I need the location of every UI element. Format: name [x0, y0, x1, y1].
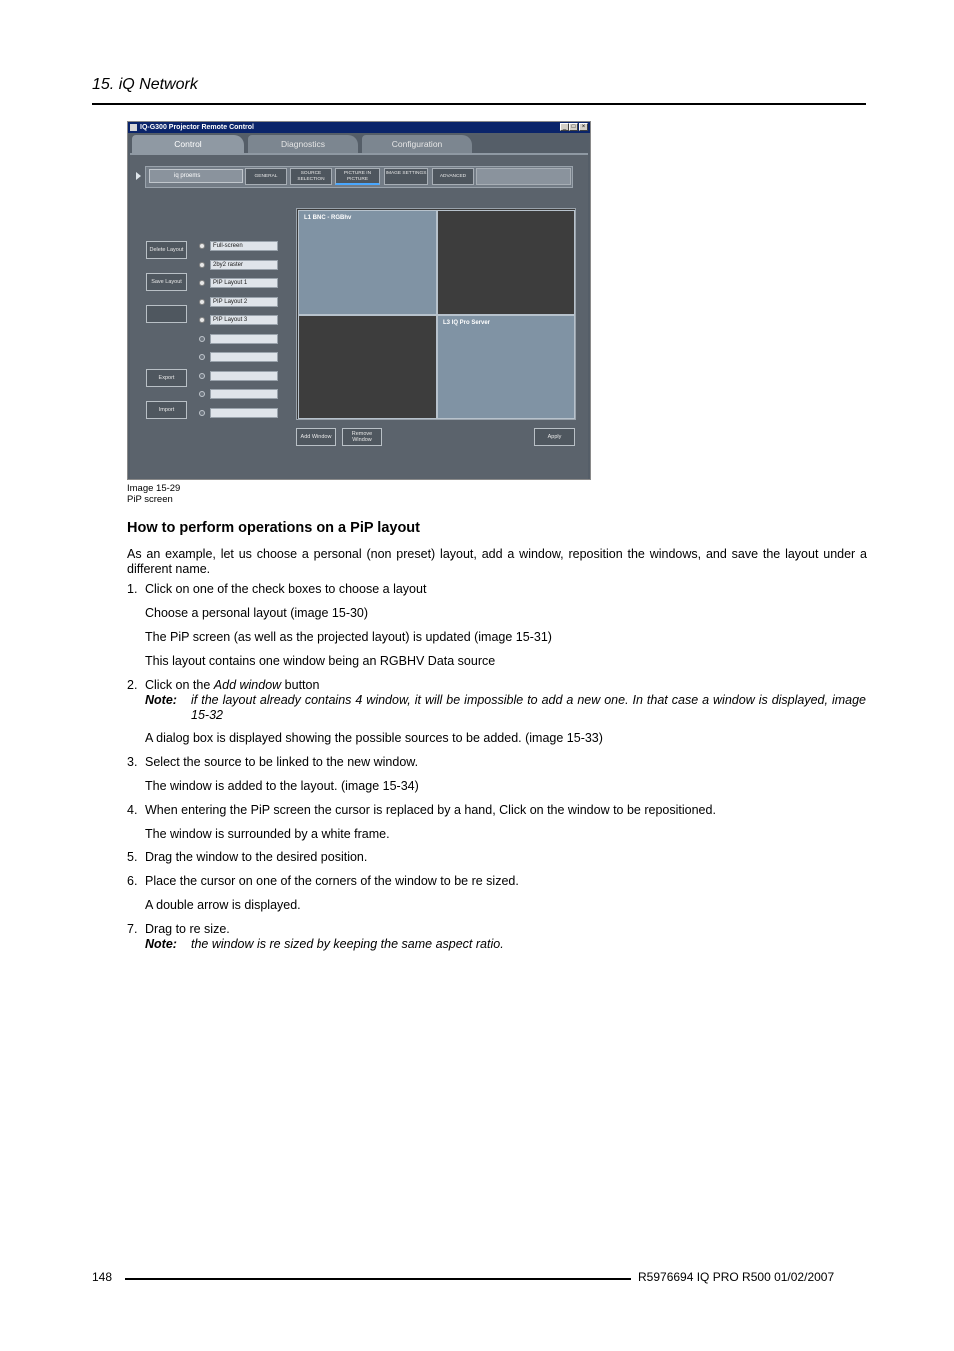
- image-title: PiP screen: [127, 494, 173, 505]
- step-number: 5.: [127, 850, 138, 864]
- nav-advanced-button[interactable]: ADVANCED: [432, 168, 474, 185]
- delete-layout-button[interactable]: Delete Layout: [146, 241, 187, 259]
- tab-configuration[interactable]: Configuration: [362, 135, 472, 154]
- layout-field[interactable]: [210, 334, 278, 344]
- step-text-post: button: [281, 678, 320, 692]
- step-number: 1.: [127, 582, 138, 596]
- layout-radio[interactable]: [199, 299, 205, 305]
- step-number: 2.: [127, 678, 138, 692]
- step-text-pre: Click on the: [145, 678, 214, 692]
- nav-filler: [476, 168, 571, 185]
- pip-empty-cell: [298, 315, 437, 419]
- nav-image-settings-button[interactable]: IMAGE SETTINGS: [384, 168, 428, 185]
- layout-field[interactable]: [210, 352, 278, 362]
- step-detail: Choose a personal layout (image 15-30): [145, 606, 369, 620]
- pip-window-2[interactable]: [437, 315, 575, 419]
- export-button[interactable]: Export: [146, 369, 187, 387]
- step-number: 4.: [127, 803, 138, 817]
- layout-radio[interactable]: [199, 280, 205, 286]
- step-detail: A dialog box is displayed showing the possible sources to be added. (image 15-33): [145, 731, 603, 745]
- step-detail: The PiP screen (as well as the projected layout) is updated (image 15-31): [145, 630, 552, 644]
- note-text: the window is re sized by keeping the same aspect ratio.: [191, 937, 504, 951]
- document-info: R5976694 IQ PRO R500 01/02/2007: [638, 1270, 835, 1284]
- window-titlebar: [128, 122, 590, 133]
- nav-general-button[interactable]: GENERAL: [245, 168, 287, 185]
- pip-empty-cell: [437, 210, 575, 315]
- maximize-button[interactable]: □: [569, 123, 578, 131]
- section-title: How to perform operations on a PiP layout: [127, 520, 420, 536]
- step-text: Place the cursor on one of the corners of the window to be re sized.: [145, 874, 519, 888]
- minimize-button[interactable]: _: [560, 123, 569, 131]
- layout-field[interactable]: PIP Layout 2: [210, 297, 278, 307]
- layout-radio[interactable]: [199, 391, 205, 397]
- blank-button[interactable]: [146, 305, 187, 323]
- layout-radio[interactable]: [199, 262, 205, 268]
- layout-radio[interactable]: [199, 373, 205, 379]
- step-text: Drag the window to the desired position.: [145, 850, 368, 864]
- layout-radio[interactable]: [199, 410, 205, 416]
- screenshot-window: [127, 121, 591, 480]
- layout-field[interactable]: [210, 371, 278, 381]
- layout-field[interactable]: Full-screen: [210, 241, 278, 251]
- intro-paragraph: As an example, let us choose a personal (non preset) layout, add a window, reposition the windows, and save the layout under a different name.: [127, 547, 867, 576]
- page-number: 148: [92, 1270, 113, 1284]
- close-button[interactable]: ×: [579, 123, 588, 131]
- step-detail: A double arrow is displayed.: [145, 898, 301, 912]
- pip-canvas[interactable]: [296, 208, 576, 420]
- step-number: 6.: [127, 874, 138, 888]
- layout-field[interactable]: [210, 389, 278, 399]
- step-text: Drag to re size.: [145, 922, 230, 936]
- step-text: Select the source to be linked to the new window.: [145, 755, 419, 769]
- pip-window-2-label: L3 IQ Pro Server: [443, 320, 491, 326]
- add-window-term: Add window: [213, 678, 282, 692]
- step-detail: The window is added to the layout. (image 15-34): [145, 779, 419, 793]
- app-icon: [130, 124, 137, 131]
- tab-control[interactable]: Control: [132, 135, 244, 154]
- note-text: if the layout already contains 4 window, it will be impossible to add a new one. In that case a window is displayed, image 15-32: [191, 693, 866, 722]
- layout-field[interactable]: 2by2 raster: [210, 260, 278, 270]
- layout-field[interactable]: [210, 408, 278, 418]
- layout-radio[interactable]: [199, 317, 205, 323]
- apply-button[interactable]: Apply: [534, 428, 575, 446]
- step-text: [145, 678, 319, 693]
- nav-arrow-icon[interactable]: [136, 172, 141, 180]
- step-number: 7.: [127, 922, 138, 936]
- layout-radio[interactable]: [199, 336, 205, 342]
- note-label: Note:: [145, 937, 177, 951]
- window-title: IQ-G300 Projector Remote Control: [140, 124, 254, 131]
- image-number: Image 15-29: [127, 483, 181, 494]
- step-text: When entering the PiP screen the cursor is replaced by a hand, Click on the window to be repositioned.: [145, 803, 716, 817]
- step-detail: This layout contains one window being an RGBHV Data source: [145, 654, 496, 668]
- step-text: Click on one of the check boxes to choose a layout: [145, 582, 427, 596]
- nav-source-selection-button[interactable]: SOURCE SELECTION: [290, 168, 332, 185]
- footer-rule: [125, 1278, 631, 1280]
- header-rule: [92, 103, 866, 105]
- layout-radio[interactable]: [199, 354, 205, 360]
- layout-field[interactable]: PIP Layout 3: [210, 315, 278, 325]
- layout-field[interactable]: PIP Layout 1: [210, 278, 278, 288]
- save-layout-button[interactable]: Save Layout: [146, 273, 187, 291]
- step-number: 3.: [127, 755, 138, 769]
- pip-window-1-label: L1 BNC - RGBhv: [304, 215, 352, 221]
- nav-pip-button[interactable]: PICTURE IN PICTURE: [335, 168, 380, 185]
- note-label: Note:: [145, 693, 177, 707]
- tab-diagnostics[interactable]: Diagnostics: [248, 135, 358, 154]
- layout-radio[interactable]: [199, 243, 205, 249]
- chapter-title: 15. iQ Network: [92, 76, 198, 93]
- add-window-button[interactable]: Add Window: [296, 428, 336, 446]
- remove-window-button[interactable]: Remove Window: [342, 428, 382, 446]
- step-detail: The window is surrounded by a white frame.: [145, 827, 390, 841]
- pip-window-1[interactable]: [298, 210, 437, 315]
- device-combo[interactable]: iq proems: [149, 169, 243, 183]
- import-button[interactable]: Import: [146, 401, 187, 419]
